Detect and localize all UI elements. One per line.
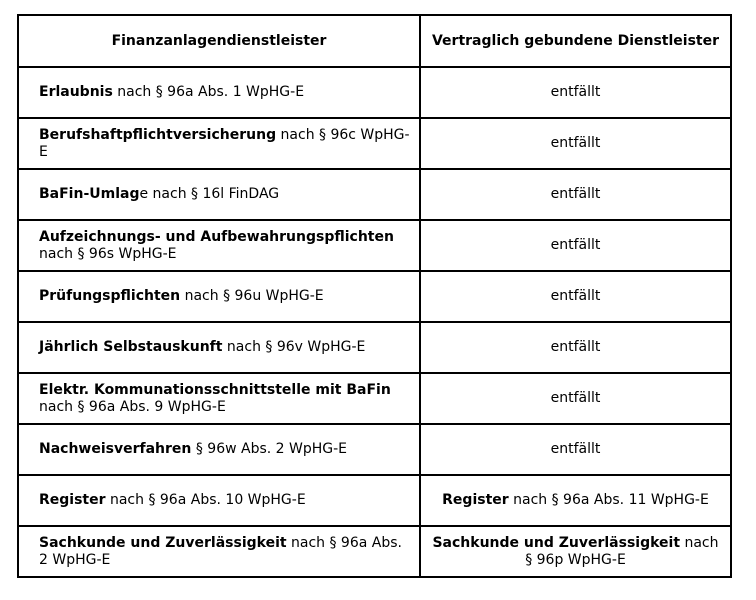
comparison-table bbox=[17, 14, 732, 578]
header-row bbox=[18, 15, 731, 67]
left-rest-text: nach § 96a Abs. 10 WpHG-E bbox=[105, 492, 306, 508]
right-cell bbox=[420, 526, 731, 577]
right-rest-text: entfällt bbox=[550, 390, 601, 406]
left-cell bbox=[18, 526, 420, 577]
right-bold-text: Register bbox=[442, 492, 509, 508]
table-row bbox=[18, 169, 731, 220]
left-cell bbox=[18, 67, 420, 118]
right-cell bbox=[420, 424, 731, 475]
right-rest-text: entfällt bbox=[550, 135, 601, 151]
left-bold-text: BaFin-Umlag bbox=[39, 186, 140, 202]
left-rest-text: nach § 96a Abs. 1 WpHG-E bbox=[112, 84, 305, 100]
right-rest-text: entfällt bbox=[550, 288, 601, 304]
right-cell bbox=[420, 271, 731, 322]
left-bold-text: Elektr. Kommunationsschnittstelle mit BaFin bbox=[39, 381, 391, 398]
left-bold-text: Register bbox=[39, 492, 106, 508]
header-finanzanlagendienstleister: Finanzanlagendienstleister bbox=[18, 15, 420, 67]
header-vertraglich-gebundene: Vertraglich gebundene Dienstleister bbox=[420, 15, 731, 67]
left-rest-text: nach § 96u WpHG-E bbox=[180, 288, 324, 304]
table-row bbox=[18, 271, 731, 322]
left-rest-text: nach § 96s WpHG-E bbox=[39, 245, 177, 262]
left-rest-text: nach § 96a Abs. 9 WpHG-E bbox=[39, 398, 226, 415]
table-row bbox=[18, 373, 731, 424]
left-cell bbox=[18, 271, 420, 322]
right-rest-text: entfällt bbox=[550, 441, 601, 457]
left-bold-text: Prüfungspflichten bbox=[39, 288, 181, 304]
right-rest-text: nach § 96a Abs. 11 WpHG-E bbox=[508, 492, 709, 508]
right-rest-text: entfällt bbox=[550, 237, 601, 253]
left-rest-text: nach § 96v WpHG-E bbox=[222, 339, 366, 355]
right-cell bbox=[420, 118, 731, 169]
left-bold-text: Jährlich Selbstauskunft bbox=[39, 339, 223, 355]
left-rest-text: § 96w Abs. 2 WpHG-E bbox=[191, 441, 348, 457]
right-cell bbox=[420, 475, 731, 526]
right-rest-text: nach § 96p WpHG-E bbox=[525, 534, 719, 568]
right-cell bbox=[420, 67, 731, 118]
table-row bbox=[18, 424, 731, 475]
table-row bbox=[18, 475, 731, 526]
left-cell bbox=[18, 322, 420, 373]
table-row bbox=[18, 220, 731, 271]
left-bold-text: Sachkunde und Zuverlässigkeit bbox=[39, 534, 287, 551]
left-cell bbox=[18, 424, 420, 475]
table-row bbox=[18, 118, 731, 169]
left-cell bbox=[18, 220, 420, 271]
right-cell bbox=[420, 322, 731, 373]
left-cell bbox=[18, 373, 420, 424]
table-row bbox=[18, 526, 731, 577]
left-rest-text: nach § 96a Abs. 2 WpHG-E bbox=[39, 534, 402, 568]
right-rest-text: entfällt bbox=[550, 84, 601, 100]
left-bold-text: Berufshaftpflichtversicherung bbox=[39, 126, 277, 143]
left-bold-text: Nachweisverfahren bbox=[39, 441, 192, 457]
table-row bbox=[18, 67, 731, 118]
table-row bbox=[18, 322, 731, 373]
left-cell bbox=[18, 169, 420, 220]
right-cell bbox=[420, 373, 731, 424]
right-rest-text: entfällt bbox=[550, 186, 601, 202]
right-cell bbox=[420, 220, 731, 271]
left-rest-text: e nach § 16l FinDAG bbox=[139, 186, 280, 202]
left-bold-text: Aufzeichnungs- und Aufbewahrungspflichten bbox=[39, 228, 394, 245]
left-rest-text: nach § 96c WpHG-E bbox=[39, 126, 410, 160]
right-cell bbox=[420, 169, 731, 220]
right-bold-text: Sachkunde und Zuverlässigkeit bbox=[432, 534, 681, 551]
left-bold-text: Erlaubnis bbox=[39, 84, 113, 100]
left-cell bbox=[18, 118, 420, 169]
right-rest-text: entfällt bbox=[550, 339, 601, 355]
left-cell bbox=[18, 475, 420, 526]
